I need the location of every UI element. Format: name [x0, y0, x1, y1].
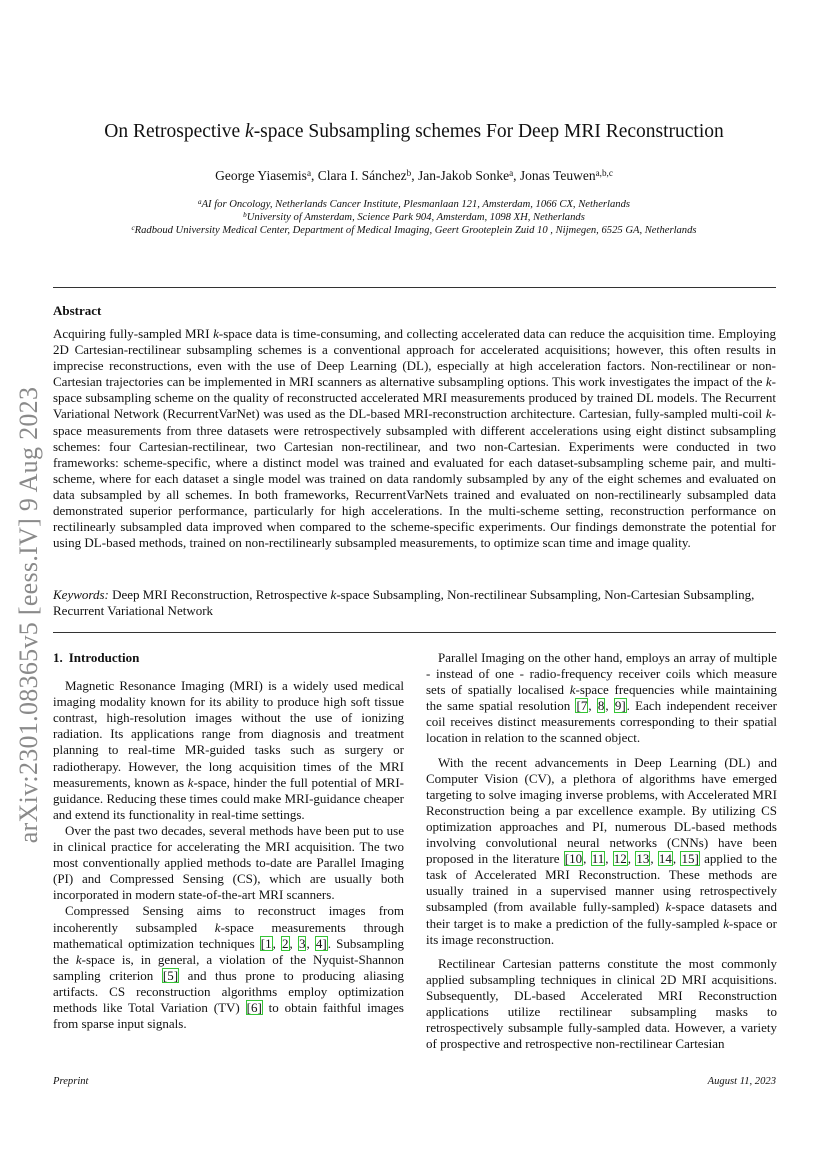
- citation-link[interactable]: 15]: [681, 851, 699, 867]
- section-heading: 1. Introduction: [53, 650, 140, 665]
- citation-link[interactable]: 9]: [614, 698, 626, 714]
- author-name: Jonas Teuwen: [519, 168, 596, 183]
- citation-link[interactable]: 13: [636, 851, 650, 867]
- citation-link[interactable]: 12: [613, 851, 627, 867]
- paragraph: With the recent advancements in Deep Learning (DL) and Computer Vision (CV), a plethora of algorithms have emerged targeting to solve imaging inverse problems, with Accelerated MRI Reconstruction being a par excellence example. By utilizing CS optimization approaches and PI, numerous DL-based methods involving convolutional neural networks (CNNs) have been proposed in the literature [10, 11, 12, 13, 14, 15] applied to the task of Accelerated MRI Reconstruction. These methods are usually trained in a supervised manner using retrospectively subsampled (from available fully-sampled) k-space datasets and their target is to make a prediction of the fully-sampled k-space or its image reconstruction.: [426, 754, 778, 947]
- left-column: [53, 650, 404, 1032]
- paragraph: Over the past two decades, several methods have been put to use in clinical practice for accelerating the MRI acquisition. The two most conventionally applied methods to-date are Parallel Imaging (PI) and Compressed Sensing (CS), which are usually both incorporated in modern state-of-the-art MRI scanners.: [53, 822, 404, 903]
- rule-bottom: [53, 632, 776, 633]
- citation-link[interactable]: 2: [282, 935, 289, 951]
- paragraph: Compressed Sensing aims to reconstruct images from incoherently subsampled k-space measurements through mathematical optimization techniques [1, 2, 3, 4]. Subsampling the k-space is, in general, a violation of the Nyquist-Shannon sampling criterion [5] and thus prone to producing aliasing artifacts. CS reconstruction algorithms employ optimization methods like Total Variation (TV) [6] to obtain faithful images from sparse input signals.: [53, 903, 405, 1032]
- paragraph: Rectilinear Cartesian patterns constitute the most commonly applied subsampling techniques in clinical 2D MRI acquisitions. Subsequently, DL-based Accelerated MRI Reconstruction applications utilize rectilinear subsampling masks to retrospectively subsample fully-sampled data. However, a variety of prospective and retrospective non-rectilinear Cartesian: [426, 955, 777, 1052]
- abstract-text: Acquiring fully-sampled MRI k-space data is time-consuming, and collecting accelerated data can reduce the acquisition time. Employing 2D Cartesian-rectilinear subsampling schemes is a conventional approach for accelerated acquisitions; however, this often results in imprecise reconstructions, even with the use of Deep Learning (DL), especially at high acceleration factors. Non-rectilinear or non-Cartesian trajectories can be implemented in MRI scanners as alternative subsampling options. This work investigates the impact of the k-space subsampling scheme on the quality of reconstructed accelerated MRI measurements produced by trained DL models. The Recurrent Variational Network (RecurrentVarNet) was used as the DL-based MRI-reconstruction architecture. Cartesian, fully-sampled multi-coil k-space measurements from three datasets were retrospectively subsampled with different accelerations using eight distinct subsampling schemes: four Cartesian-rectilinear, two Cartesian non-rectilinear, and two non-Cartesian. Experiments were conducted in two frameworks: scheme-specific, where a distinct model was trained and evaluated for each dataset-subsampling scheme pair, and multi-scheme, where for each dataset a single model was trained on data randomly subsampled by any of the eight schemes and evaluated on data subsampled by all schemes. In both frameworks, RecurrentVarNets trained and evaluated on non-rectilinearly subsampled data demonstrated superior performance, particularly for high accelerations. In the multi-scheme setting, reconstruction performance on rectilinearly subsampled data improved when compared to the scheme-specific experiments. Our findings demonstrate the potential for using DL-based methods, trained on non-rectilinearly subsampled measurements, to optimize scan time and image quality.: [53, 326, 776, 551]
- citation-link[interactable]: 8: [597, 698, 605, 714]
- citation-link[interactable]: 3: [298, 935, 306, 951]
- author-name: George Yiasemis: [215, 168, 307, 183]
- affiliation: $^a$AI for Oncology, Netherlands Cancer Institute, Plesmanlaan 121, Amsterdam, 1066 CX, Netherlands: [197, 197, 631, 210]
- affiliations: [0, 198, 828, 237]
- citation-link[interactable]: 4]: [315, 935, 327, 951]
- author-name: Clara I. Sánchez: [317, 168, 407, 183]
- citation-link[interactable]: [1: [260, 935, 272, 951]
- affiliation: $^c$Radboud University Medical Center, Department of Medical Imaging, Geert Grooteplein Zuid 10 , Nijmegen, 6525 GA, Netherlands: [131, 223, 697, 236]
- paper-title: On Retrospective k-space Subsampling schemes For Deep MRI Reconstruction: [104, 121, 724, 142]
- paragraph: Magnetic Resonance Imaging (MRI) is a widely used medical imaging modality known for its ability to produce high soft tissue contrast, high-resolution images without the use of ionizing radiation. Its applications range from diagnosis and treatment planning to real-time MR-guided tasks such as surgery or radiotherapy. However, the long acquisition times of the MRI measurements, known as k-space, hinder the full potential of MRI-guidance. Reducing these times could make MRI-guidance cheaper and extend its functionality in real-time settings.: [53, 678, 404, 822]
- citation-link[interactable]: [5]: [162, 967, 179, 983]
- footer-preprint: Preprint: [53, 1076, 89, 1087]
- citation-link[interactable]: [7: [576, 698, 588, 714]
- arxiv-identifier: arXiv:2301.08365v5 [eess.IV] 9 Aug 2023: [14, 386, 43, 844]
- paragraph: Parallel Imaging on the other hand, employs an array of multiple - instead of one - radio-frequency receiver coils which measure sets of spatially localised k-space frequencies while maintaining the same spatial resolution [7, 8, 9]. Each independent receiver coil receives distinct measurements corresponding to their spatial location in relation to the scanned object.: [426, 650, 778, 746]
- right-column: [426, 650, 777, 1052]
- author-name: Jan-Jakob Sonke: [417, 168, 510, 183]
- citation-link[interactable]: 11: [591, 851, 605, 867]
- keywords: Keywords: Deep MRI Reconstruction, Retrospective k-space Subsampling, Non-rectilinear Subsampling, Non-Cartesian Subsampling, Recurrent Variational Network: [53, 587, 755, 619]
- citation-link[interactable]: 14: [658, 851, 672, 867]
- citation-link[interactable]: [10: [564, 851, 583, 867]
- abstract-heading: Abstract: [53, 303, 102, 318]
- affiliation: $^b$University of Amsterdam, Science Park 904, Amsterdam, 1098 XH, Netherlands: [243, 210, 585, 223]
- author-list: George Yiasemis$^a$, Clara I. Sánchez$^b$, Jan-Jakob Sonke$^a$, Jonas Teuwen$^{a,b,c}$: [215, 167, 613, 183]
- keywords-label: Keywords:: [53, 587, 109, 602]
- citation-link[interactable]: [6]: [246, 999, 262, 1015]
- footer-date: August 11, 2023: [707, 1076, 776, 1087]
- rule-top: [53, 287, 776, 288]
